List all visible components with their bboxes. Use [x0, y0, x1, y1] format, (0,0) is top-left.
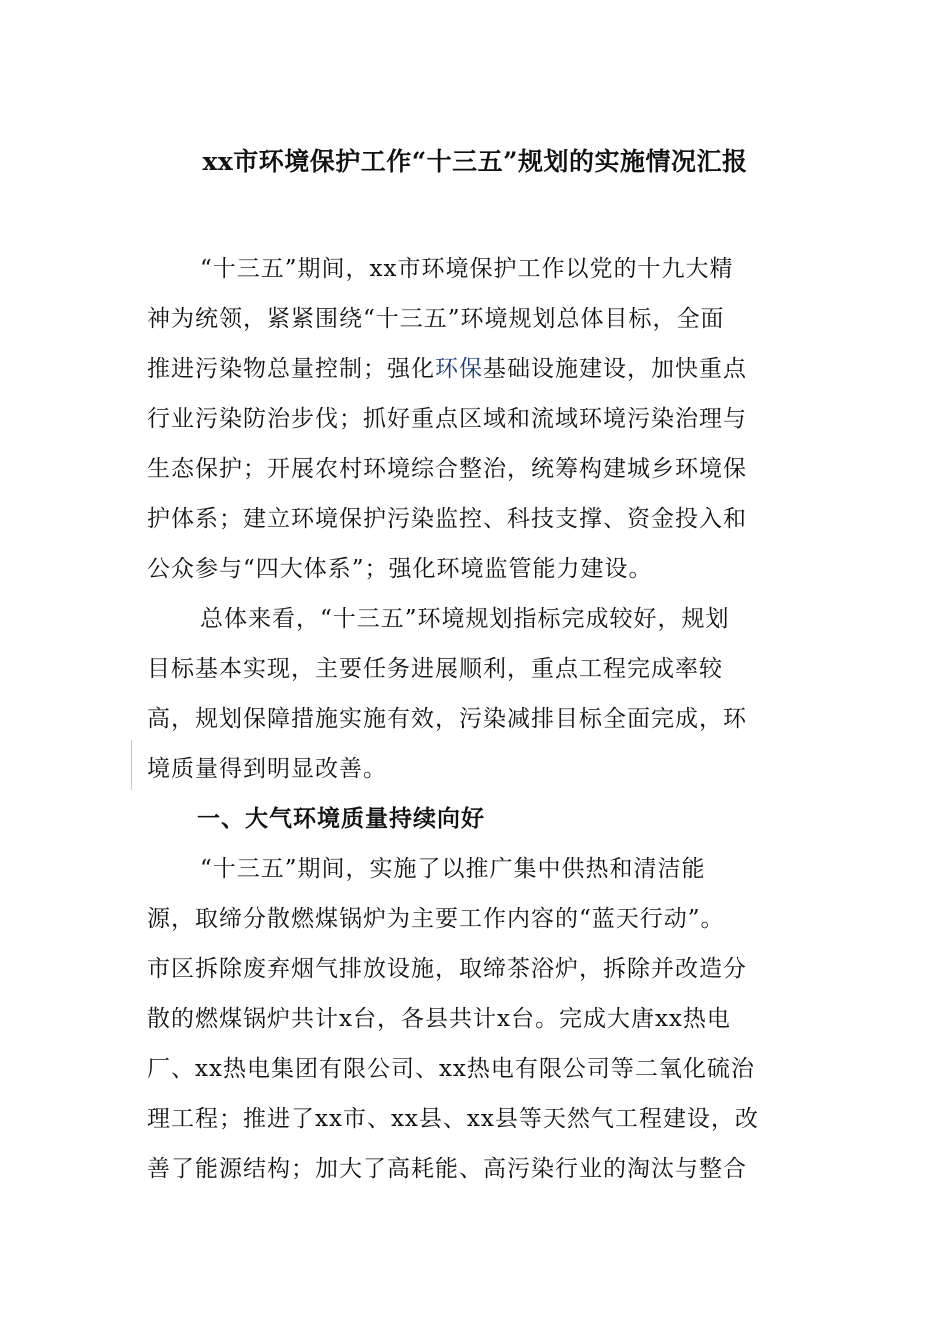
section-1-line-7: 善了能源结构；加大了高耗能、高污染行业的淘汰与整合: [147, 1156, 747, 1182]
section-1-line-2: 源，取缔分散燃煤锅炉为主要工作内容的“蓝天行动”。: [147, 906, 725, 932]
section-1-heading: 一、大气环境质量持续向好: [197, 805, 485, 832]
paragraph-2-line-2: 目标基本实现，主要任务进展顺利，重点工程完成率较: [147, 656, 723, 682]
paragraph-1-line-3-highlight: 环保: [435, 356, 483, 382]
paragraph-1-line-4: 行业污染防治步伐；抓好重点区域和流域环境污染治理与: [147, 406, 747, 432]
paragraph-1-line-6: 护体系；建立环境保护污染监控、科技支撑、资金投入和: [147, 506, 747, 532]
paragraph-1-line-1: “十三五”期间，xx市环境保护工作以党的十九大精: [200, 256, 734, 282]
paragraph-1-line-7: 公众参与“四大体系”；强化环境监管能力建设。: [147, 556, 653, 582]
paragraph-2-line-1: 总体来看，“十三五”环境规划指标完成较好，规划: [200, 606, 730, 632]
section-1-line-1: “十三五”期间，实施了以推广集中供热和清洁能: [200, 856, 706, 882]
paragraph-2-line-4: 境质量得到明显改善。: [147, 756, 387, 782]
section-1-line-3: 市区拆除废弃烟气排放设施，取缔茶浴炉，拆除并改造分: [147, 956, 747, 982]
paragraph-1-line-3-part-1: 推进污染物总量控制；强化: [147, 356, 435, 382]
margin-change-bar: [131, 740, 132, 790]
paragraph-1-line-5: 生态保护；开展农村环境综合整治，统筹构建城乡环境保: [147, 456, 747, 482]
paragraph-1-line-3: [147, 344, 747, 394]
document-title: xx市环境保护工作“十三五”规划的实施情况汇报: [202, 147, 748, 176]
section-1-line-5: 厂、xx热电集团有限公司、xx热电有限公司等二氧化硫治: [147, 1056, 755, 1082]
paragraph-1-line-2: 神为统领，紧紧围绕“十三五”环境规划总体目标，全面: [147, 306, 725, 332]
paragraph-1-line-3-part-2: 基础设施建设，加快重点: [483, 356, 747, 382]
paragraph-2-line-3: 高，规划保障措施实施有效，污染减排目标全面完成，环: [147, 706, 747, 732]
section-1-line-4: 散的燃煤锅炉共计x台，各县共计x台。完成大唐xx热电: [147, 1006, 731, 1032]
section-1-line-6: 理工程；推进了xx市、xx县、xx县等天然气工程建设，改: [147, 1106, 759, 1132]
